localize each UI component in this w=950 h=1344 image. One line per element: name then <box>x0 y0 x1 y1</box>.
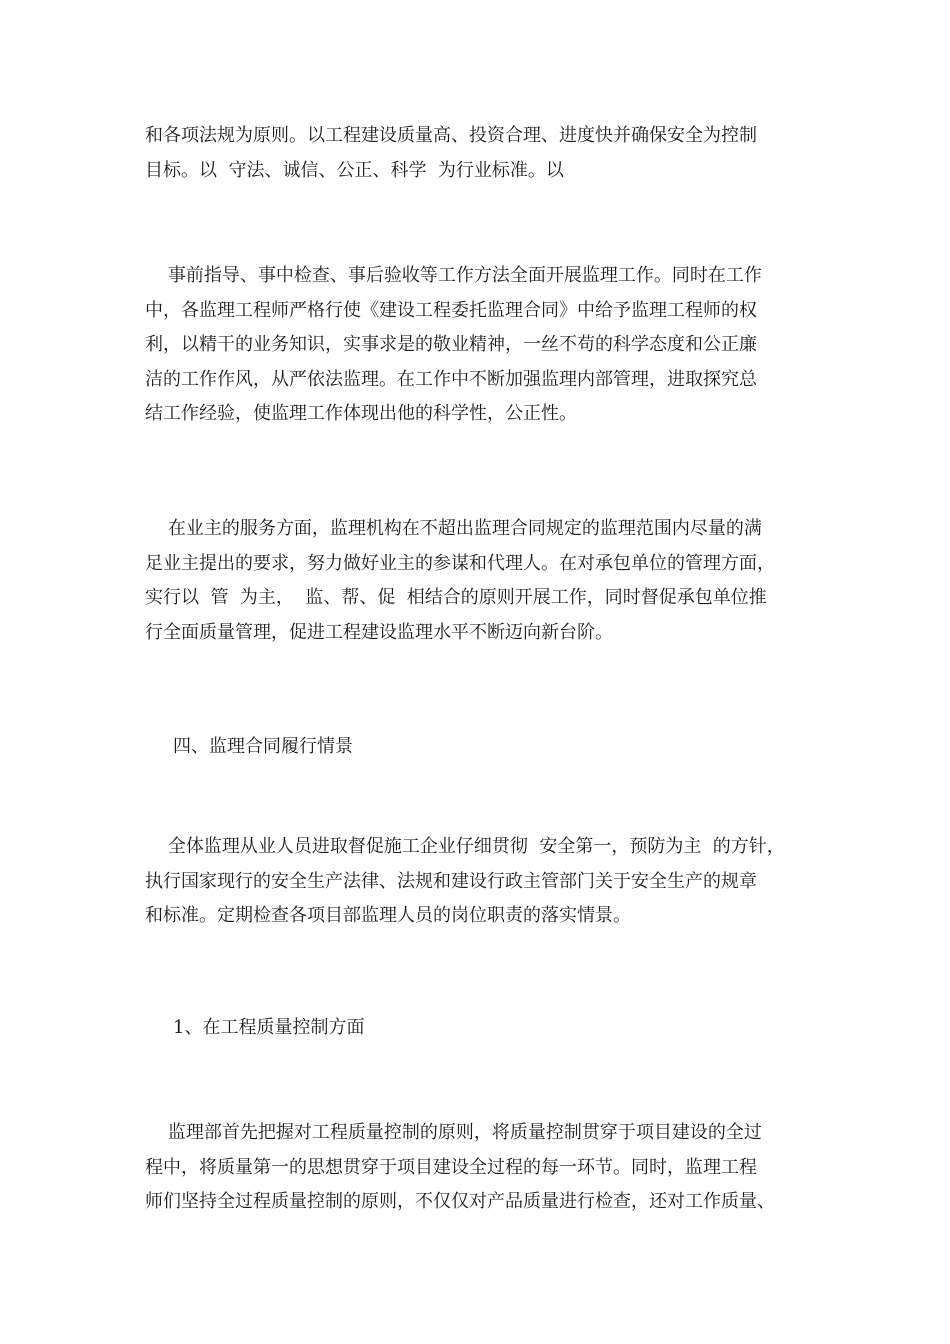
section-heading: 四、监理合同履行情景 <box>173 736 353 757</box>
paragraph-line: 足业主提出的要求，努力做好业主的参谋和代理人。在对承包单位的管理方面， <box>145 552 775 574</box>
paragraph-7 <box>145 1116 815 1220</box>
paragraph-line: 程中，将质量第一的思想贯穿于项目建设全过程的每一环节。同时，监理工程 <box>145 1156 757 1178</box>
paragraph-line: 利，以精干的业务知识，实事求是的敬业精神，一丝不苟的科学态度和公正廉 <box>145 334 757 355</box>
paragraph-line: 中，各监理工程师严格行使《建设工程委托监理合同》中给予监理工程师的权 <box>145 299 757 321</box>
paragraph-line: 目标。以 守法、诚信、公正、科学 为行业标准。以 <box>145 159 564 181</box>
paragraph-line: 洁的工作作风，从严依法监理。在工作中不断加强监理内部管理，进取探究总 <box>145 368 757 390</box>
paragraph-line: 全体监理从业人员进取督促施工企业仔细贯彻 安全第一，预防为主 的方针， <box>145 836 785 857</box>
paragraph-3 <box>145 512 815 650</box>
paragraph-line: 和标准。定期检查各项目部监理人员的岗位职责的落实情景。 <box>145 905 631 926</box>
paragraph-line: 结工作经验，使监理工作体现出他的科学性，公正性。 <box>145 403 577 424</box>
subsection-heading: 1、在工程质量控制方面 <box>173 1017 365 1038</box>
paragraph-line: 执行国家现行的安全生产法律、法规和建设行政主管部门关于安全生产的规章 <box>145 870 757 892</box>
paragraph-line: 师们坚持全过程质量控制的原则，不仅仅对产品质量进行检查，还对工作质量、 <box>145 1191 775 1212</box>
paragraph-line: 在业主的服务方面，监理机构在不超出监理合同规定的监理范围内尽量的满 <box>145 518 762 539</box>
paragraph-line: 监理部首先把握对工程质量控制的原则，将质量控制贯穿于项目建设的全过 <box>145 1122 762 1143</box>
paragraph-line: 行全面质量管理，促进工程建设监理水平不断迈向新台阶。 <box>145 621 613 643</box>
paragraph-1 <box>145 119 815 188</box>
paragraph-line: 和各项法规为原则。以工程建设质量高、投资合理、进度快并确保安全为控制 <box>145 125 757 146</box>
paragraph-5 <box>145 830 815 934</box>
paragraph-line: 事前指导、事中检查、事后验收等工作方法全面开展监理工作。同时在工作 <box>145 265 762 286</box>
paragraph-line: 实行以 管 为主， 监、帮、促 相结合的原则开展工作，同时督促承包单位推 <box>145 587 767 608</box>
paragraph-2 <box>145 259 815 432</box>
